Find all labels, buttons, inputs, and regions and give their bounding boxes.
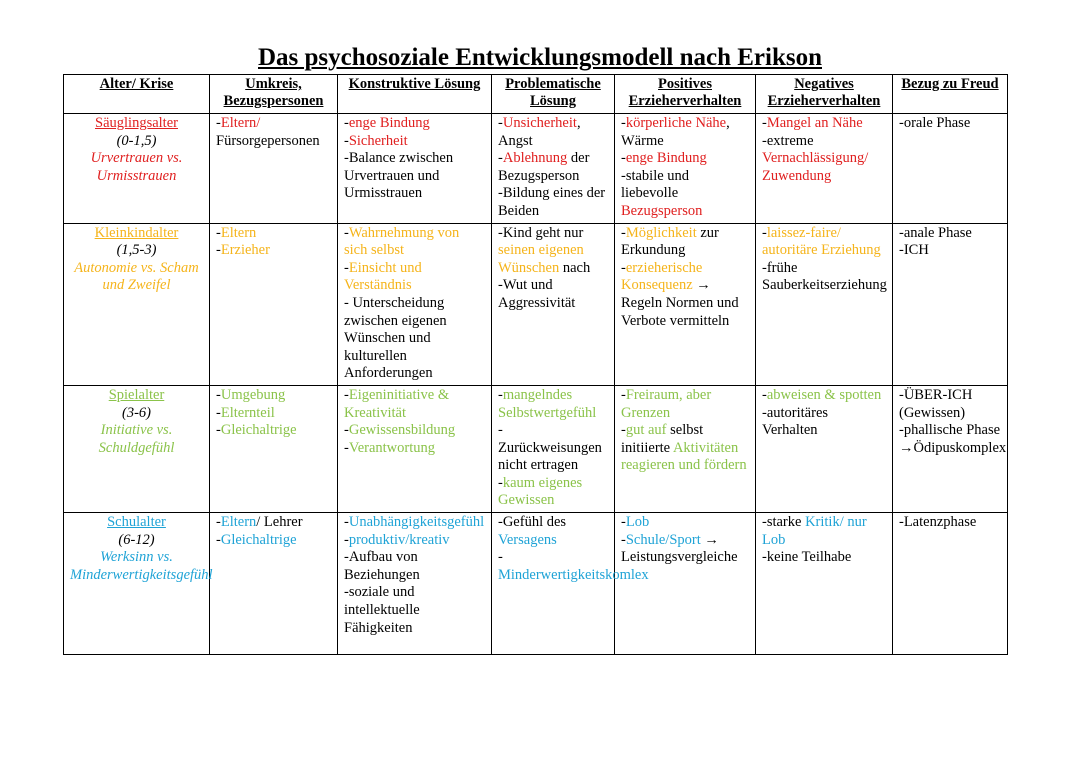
column-header: Problematische Lösung xyxy=(492,75,615,114)
table-row xyxy=(64,385,1008,512)
highlighted-text: Minderwertigkeitskomlex xyxy=(498,566,649,583)
cell-text: - xyxy=(621,224,626,241)
age-name: Spielalter xyxy=(108,386,165,403)
highlighted-text: Sicherheit xyxy=(348,132,408,149)
cell-line xyxy=(621,168,749,221)
cell-line xyxy=(762,549,886,567)
cell-text: -ICH xyxy=(899,242,929,259)
positive-cell xyxy=(615,114,756,224)
cell-text: - xyxy=(762,224,767,241)
cell-text: - xyxy=(216,514,221,531)
cell-text: -Bildung eines der Beiden xyxy=(498,185,606,219)
freud-cell xyxy=(893,223,1008,385)
cell-line xyxy=(899,242,1001,260)
highlighted-text: seinen eigenen Wünschen xyxy=(498,242,584,276)
cell-line xyxy=(498,277,608,312)
cell-text: -Aufbau von Beziehungen xyxy=(344,549,420,583)
cell-text: - xyxy=(621,259,626,276)
age-name: Schulalter xyxy=(107,514,166,531)
highlighted-text: enge Bindung xyxy=(625,150,707,167)
highlighted-text: Aktivitäten reagieren und fördern xyxy=(621,439,747,474)
cell-text: - Unterscheidung zwischen eigenen Wünschen und kulturellen Anforderungen xyxy=(344,294,447,382)
highlighted-text: Bezugsperson xyxy=(621,202,703,219)
cell-line xyxy=(498,185,608,220)
problematic-cell xyxy=(492,114,615,224)
highlighted-text: mangelndes Selbstwertgefühl xyxy=(498,386,597,421)
column-header: Negatives Erzieherverhalten xyxy=(756,75,893,114)
highlighted-text: Gleichaltrige xyxy=(220,422,297,439)
cell-line xyxy=(216,514,331,532)
highlighted-text: produktiv/kreativ xyxy=(348,531,450,548)
cell-text: - xyxy=(344,224,349,241)
cell-text: - xyxy=(344,132,349,149)
cell-text: -starke xyxy=(762,514,806,531)
cell-line xyxy=(216,422,331,440)
cell-text: -Gefühl des xyxy=(498,514,567,531)
cell-line xyxy=(762,133,886,186)
freud-cell xyxy=(893,114,1008,224)
cell-text: - xyxy=(216,422,221,439)
table-row xyxy=(64,223,1008,385)
freud-cell xyxy=(893,385,1008,512)
cell-text: -phallische Phase xyxy=(899,422,1001,439)
negative-cell xyxy=(756,223,893,385)
negative-cell xyxy=(756,114,893,224)
highlighted-text: gut auf xyxy=(625,422,667,439)
header-row xyxy=(64,75,1008,114)
cell-line xyxy=(899,514,1001,532)
cell-text: - xyxy=(344,386,349,403)
cell-text: - xyxy=(344,514,349,531)
cell-line xyxy=(621,387,749,422)
highlighted-text: Möglichkeit xyxy=(625,224,697,241)
age-range: (0-1,5) xyxy=(116,132,157,149)
cell-text: - xyxy=(216,224,221,241)
positive-cell xyxy=(615,223,756,385)
highlighted-text: Eltern xyxy=(220,224,257,241)
cell-line xyxy=(762,260,886,295)
cell-line xyxy=(344,225,485,260)
highlighted-text: Elternteil xyxy=(220,404,275,421)
cell-text: - xyxy=(498,150,503,167)
cell-text: -frühe Sauberkeitserziehung xyxy=(762,259,887,294)
cell-text: - xyxy=(621,115,626,131)
surroundings-cell xyxy=(210,513,338,655)
freud-cell xyxy=(893,513,1008,655)
cell-text: - xyxy=(344,531,349,548)
negative-cell xyxy=(756,513,893,655)
age-name: Kleinkindalter xyxy=(94,224,179,241)
column-header: Positives Erzieherverhalten xyxy=(615,75,756,114)
cell-text: / Lehrer xyxy=(256,514,303,531)
age-crisis: Werksinn vs. Minderwertigkeitsgefühl xyxy=(70,549,213,583)
table-row xyxy=(64,513,1008,655)
cell-line xyxy=(344,387,485,422)
age-crisis: Autonomie vs. Scham und Zweifel xyxy=(74,259,199,294)
cell-text: - xyxy=(498,115,503,131)
cell-line xyxy=(762,405,886,440)
highlighted-text: enge Bindung xyxy=(348,115,430,131)
cell-text: - xyxy=(762,115,767,131)
cell-line xyxy=(216,532,331,550)
highlighted-text: Einsicht und Verständnis xyxy=(344,259,422,294)
cell-text: →Ödipuskomplex xyxy=(899,439,1007,456)
cell-text: -Latenzphase xyxy=(899,514,977,531)
cell-text: -Kind geht nur xyxy=(498,224,584,241)
cell-line xyxy=(344,532,485,550)
cell-text: -orale Phase xyxy=(899,115,971,131)
surroundings-cell xyxy=(210,223,338,385)
cell-line xyxy=(344,115,485,133)
cell-text: Fürsorgepersonen xyxy=(216,132,320,149)
column-header: Konstruktive Lösung xyxy=(338,75,492,114)
erikson-table xyxy=(63,74,1008,655)
cell-text: - xyxy=(621,386,626,403)
highlighted-text: abweisen & spotten xyxy=(766,386,882,403)
cell-text: - xyxy=(344,259,349,276)
highlighted-text: Eltern/ xyxy=(220,115,261,131)
cell-text: - Zurückweisungen nicht ertragen xyxy=(498,422,602,474)
highlighted-text: Vernachlässigung/ Zuwendung xyxy=(762,150,869,184)
cell-line xyxy=(216,115,331,133)
highlighted-text: Erzieher xyxy=(220,242,270,259)
surroundings-cell xyxy=(210,114,338,224)
surroundings-cell xyxy=(210,385,338,512)
cell-line xyxy=(344,422,485,440)
positive-cell xyxy=(615,385,756,512)
cell-text: selbst initiierte xyxy=(621,422,704,456)
cell-text: - xyxy=(216,386,221,403)
cell-line xyxy=(762,225,886,260)
cell-text: -soziale und intellektuelle Fähigkeiten xyxy=(344,584,420,636)
highlighted-text: Mangel an Nähe xyxy=(766,115,863,131)
age-crisis: Urvertrauen vs. Urmisstrauen xyxy=(90,150,183,184)
cell-line xyxy=(621,532,749,567)
cell-text: -keine Teilhabe xyxy=(762,549,852,566)
constructive-cell xyxy=(338,385,492,512)
positive-cell xyxy=(615,513,756,655)
highlighted-text: erzieherische Konsequenz xyxy=(621,259,703,294)
highlighted-text: laissez-faire/ autoritäre Erziehung xyxy=(762,224,881,259)
cell-line xyxy=(344,440,485,458)
cell-text: -Wut und Aggressivität xyxy=(498,277,576,311)
cell-text: -stabile und liebevolle xyxy=(621,167,690,202)
cell-line xyxy=(344,514,485,532)
age-name: Säuglingsalter xyxy=(95,115,178,131)
highlighted-text: Wahrnehmung von sich selbst xyxy=(344,224,460,259)
highlighted-text: Freiraum, aber Grenzen xyxy=(621,386,712,421)
cell-text: - xyxy=(621,531,626,548)
problematic-cell xyxy=(492,223,615,385)
cell-line xyxy=(621,150,749,168)
highlighted-text: Unabhängigkeitsgefühl xyxy=(348,514,485,531)
cell-line xyxy=(498,475,608,510)
page-title: Das psychosoziale Entwicklungsmodell nach Erikson xyxy=(258,44,822,71)
cell-text: , Angst xyxy=(498,115,581,149)
cell-line xyxy=(621,422,749,475)
cell-text: - xyxy=(216,242,221,259)
column-header: Alter/ Krise xyxy=(64,75,210,114)
cell-text: , Wärme xyxy=(621,115,730,149)
cell-text: - xyxy=(498,549,503,566)
cell-text: - xyxy=(498,386,503,403)
problematic-cell xyxy=(492,385,615,512)
highlighted-text: Kritik/ nur Lob xyxy=(762,514,867,548)
age-cell xyxy=(64,114,210,224)
cell-line xyxy=(216,225,331,243)
cell-line xyxy=(498,422,608,475)
column-header: Bezug zu Freud xyxy=(893,75,1008,114)
highlighted-text: Verantwortung xyxy=(348,439,436,456)
constructive-cell xyxy=(338,114,492,224)
cell-line xyxy=(899,439,1007,458)
cell-line xyxy=(762,387,886,405)
cell-text: -ÜBER-ICH (Gewissen) xyxy=(899,386,973,421)
cell-line xyxy=(621,225,749,260)
age-range: (3-6) xyxy=(122,404,151,421)
age-cell xyxy=(64,223,210,385)
cell-line xyxy=(498,514,608,549)
highlighted-text: körperliche Nähe xyxy=(625,115,727,131)
cell-line xyxy=(216,242,331,260)
constructive-cell xyxy=(338,513,492,655)
cell-line xyxy=(216,133,331,151)
cell-line xyxy=(762,514,886,549)
age-range: (6-12) xyxy=(118,531,155,548)
age-crisis: Initiative vs. Schuldgefühl xyxy=(98,422,175,456)
cell-text: der Bezugsperson xyxy=(498,150,590,184)
cell-line xyxy=(344,549,485,584)
cell-text: -extreme xyxy=(762,132,814,149)
cell-line xyxy=(899,115,1001,133)
cell-text: - xyxy=(344,422,349,439)
highlighted-text: Versagens xyxy=(498,531,557,548)
cell-text: - xyxy=(762,386,767,403)
cell-text: - xyxy=(498,474,503,491)
highlighted-text: Ablehnung xyxy=(502,150,568,167)
cell-line xyxy=(899,225,1001,243)
cell-line xyxy=(344,260,485,295)
cell-line xyxy=(344,133,485,151)
highlighted-text: Unsicherheit xyxy=(502,115,577,131)
column-header: Umkreis, Bezugspersonen xyxy=(210,75,338,114)
highlighted-text: Lob xyxy=(625,514,650,531)
cell-text: -Balance zwischen Urvertrauen und Urmisstrauen xyxy=(344,150,454,202)
cell-text: - xyxy=(216,404,221,421)
cell-text: -anale Phase xyxy=(899,224,972,241)
cell-line xyxy=(899,422,1001,440)
age-range: (1,5-3) xyxy=(116,242,157,259)
cell-line xyxy=(216,405,331,423)
cell-text: - xyxy=(344,115,349,131)
cell-line xyxy=(621,514,749,532)
cell-line xyxy=(498,549,649,584)
cell-line xyxy=(498,387,608,422)
cell-line xyxy=(344,295,485,383)
highlighted-text: Umgebung xyxy=(220,386,286,403)
highlighted-text: kaum eigenes Gewissen xyxy=(498,474,583,509)
cell-line xyxy=(216,387,331,405)
cell-line xyxy=(899,387,1001,422)
cell-text: - xyxy=(344,439,349,456)
cell-line xyxy=(344,584,485,637)
age-cell xyxy=(64,385,210,512)
cell-line xyxy=(498,150,608,185)
cell-text: → Leistungsvergleiche xyxy=(621,531,738,566)
cell-line xyxy=(621,115,749,150)
cell-line xyxy=(498,115,608,150)
cell-text: - xyxy=(216,531,221,548)
highlighted-text: Gleichaltrige xyxy=(220,531,297,548)
cell-line xyxy=(762,115,886,133)
cell-text: - xyxy=(621,150,626,167)
highlighted-text: Schule/Sport xyxy=(625,531,701,548)
age-cell xyxy=(64,513,213,655)
cell-line xyxy=(621,260,749,330)
cell-text: zur Erkundung xyxy=(621,224,719,259)
highlighted-text: Eigeninitiative & Kreativität xyxy=(344,386,450,421)
negative-cell xyxy=(756,385,893,512)
cell-line xyxy=(498,225,608,278)
cell-text: - xyxy=(621,514,626,531)
table-row xyxy=(64,114,1008,224)
cell-text: - xyxy=(621,422,626,439)
cell-text: - xyxy=(216,115,221,131)
constructive-cell xyxy=(338,223,492,385)
cell-text: nach xyxy=(559,259,591,276)
highlighted-text: Gewissensbildung xyxy=(348,422,456,439)
highlighted-text: Eltern xyxy=(220,514,257,531)
cell-text: → Regeln Normen und Verbote vermitteln xyxy=(621,277,739,329)
cell-line xyxy=(344,150,485,203)
cell-text: -autoritäres Verhalten xyxy=(762,404,829,439)
